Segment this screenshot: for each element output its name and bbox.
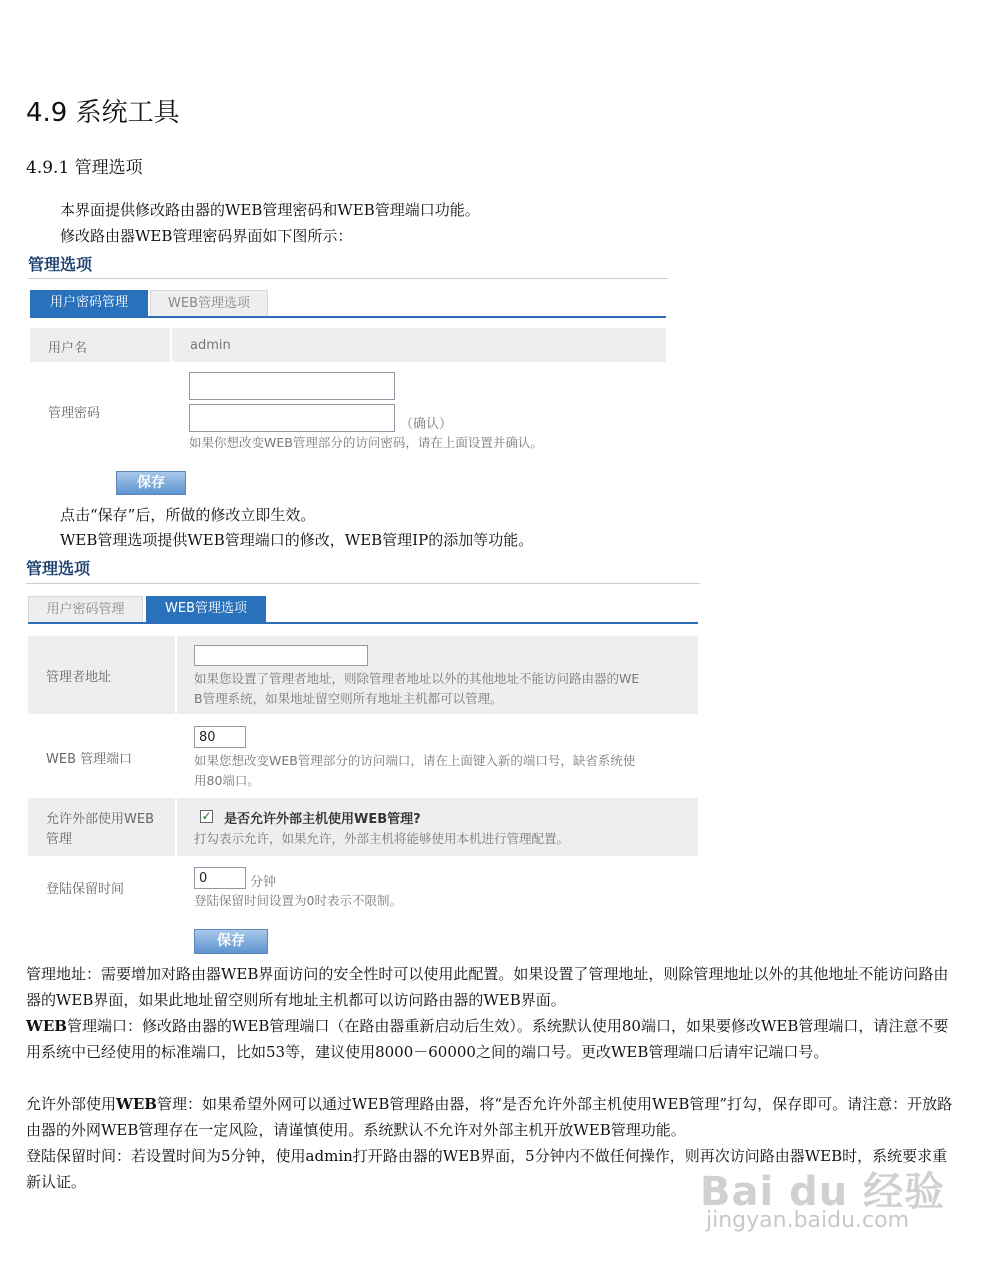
username-value: admin [190, 338, 231, 353]
intro-line-2: 修改路由器WEB管理密码界面如下图所示： [60, 227, 353, 245]
password-panel [28, 252, 668, 502]
explanation-admin-address [26, 961, 961, 1013]
explanation-lead: 登陆保留时间： [26, 1147, 132, 1165]
explanation-lead-bold: WEB [116, 1095, 157, 1113]
username-row [30, 328, 666, 362]
password-label: 管理密码 [48, 406, 101, 421]
tab-bar [28, 596, 698, 624]
explanation-body: 管理：如果希望外网可以通过WEB管理路由器，将“是否允许外部主机使用WEB管理”打勾，保存即可。请注意：开放路由器的外网WEB管理存在一定风险，请谨慎使用。系统默认不允许对外部主机开放WEB管理功能。 [26, 1095, 953, 1139]
web-port-hint-1: 如果您想改变WEB管理部分的访问端口，请在上面键入新的端口号，缺省系统使 [194, 753, 636, 768]
allow-external-hint: 打勾表示允许，如果允许，外部主机将能够使用本机进行管理配置。 [194, 831, 570, 846]
admin-address-label: 管理者地址 [46, 670, 112, 685]
web-options-panel [26, 556, 700, 961]
confirm-password-input[interactable] [189, 404, 395, 432]
admin-address-hint-1: 如果您设置了管理者地址，则除管理者地址以外的其他地址不能访问路由器的WE [194, 671, 640, 686]
web-port-hint-2: 用80端口。 [194, 773, 260, 788]
admin-address-input[interactable] [194, 645, 368, 666]
tab-web-options[interactable]: WEB管理选项 [146, 596, 266, 622]
baidu-watermark-url: jingyan.baidu.com [706, 1208, 910, 1233]
allow-external-checkbox[interactable] [200, 810, 213, 823]
login-time-unit: 分钟 [250, 875, 277, 890]
explanation-body: 管理端口：修改路由器的WEB管理端口（在路由器重新启动后生效）。系统默认使用80端口，如果要修改WEB管理端口，请注意不要用系统中已经使用的标准端口，比如53等，建议使用8000－60000之间的端口号。更改WEB管理端口后请牢记端口号。 [26, 1017, 949, 1061]
save-button[interactable]: 保存 [194, 929, 268, 954]
login-time-row [28, 858, 698, 916]
admin-address-row [28, 636, 698, 714]
section-title: 4.9 系统工具 [26, 98, 180, 128]
mid-line-2: WEB管理选项提供WEB管理端口的修改，WEB管理IP的添加等功能。 [60, 531, 534, 549]
admin-address-hint-2: B管理系统，如果地址留空则所有地址主机都可以管理。 [194, 691, 503, 706]
web-port-label: WEB 管理端口 [46, 752, 133, 767]
explanation-allow-external [26, 1091, 961, 1143]
title-divider [26, 583, 700, 584]
explanation-web-port [26, 1013, 961, 1065]
title-divider [28, 278, 668, 279]
tab-bar [30, 290, 666, 318]
explanation-lead: 允许外部使用 [26, 1095, 117, 1113]
tab-user-password[interactable]: 用户密码管理 [30, 290, 148, 316]
panel-title: 管理选项 [28, 255, 93, 274]
web-port-row [28, 716, 698, 796]
allow-external-row [28, 798, 698, 856]
subsection-title: 4.9.1 管理选项 [26, 158, 143, 178]
confirm-suffix: （确认） [400, 417, 453, 432]
intro-line-1: 本界面提供修改路由器的WEB管理密码和WEB管理端口功能。 [60, 201, 480, 219]
baidu-watermark-logo: Bai du 经验 [700, 1169, 946, 1215]
tab-user-password[interactable]: 用户密码管理 [28, 596, 143, 622]
explanation-lead: WEB [26, 1017, 67, 1035]
save-button[interactable]: 保存 [116, 471, 186, 495]
username-label: 用户名 [48, 341, 88, 356]
web-port-input[interactable] [194, 726, 246, 748]
explanation-body: 若设置时间为5分钟，使用admin打开路由器的WEB界面，5分钟内不做任何操作，则再次访问路由器WEB时，系统要求重新认证。 [26, 1147, 948, 1191]
panel-title: 管理选项 [26, 559, 91, 578]
allow-external-label-2: 管理 [46, 832, 73, 847]
password-input[interactable] [189, 372, 395, 400]
login-time-label: 登陆保留时间 [46, 882, 125, 897]
allow-external-question: 是否允许外部主机使用WEB管理? [224, 812, 421, 827]
explanation-body: 需要增加对路由器WEB界面访问的安全性时可以使用此配置。如果设置了管理地址，则除管理地址以外的其他地址不能访问路由器的WEB界面，如果此地址留空则所有地址主机都可以访问路由器的WEB界面。 [26, 965, 949, 1009]
explanation-lead: 管理地址： [26, 965, 102, 983]
password-hint: 如果你想改变WEB管理部分的访问密码，请在上面设置并确认。 [189, 435, 543, 450]
login-time-hint: 登陆保留时间设置为0时表示不限制。 [194, 893, 402, 908]
tab-web-options[interactable]: WEB管理选项 [150, 290, 268, 316]
allow-external-label-1: 允许外部使用WEB [46, 812, 154, 827]
mid-line-1: 点击“保存”后，所做的修改立即生效。 [60, 506, 316, 524]
check-mark-icon: ✓ [201, 809, 212, 823]
login-time-input[interactable] [194, 867, 246, 889]
